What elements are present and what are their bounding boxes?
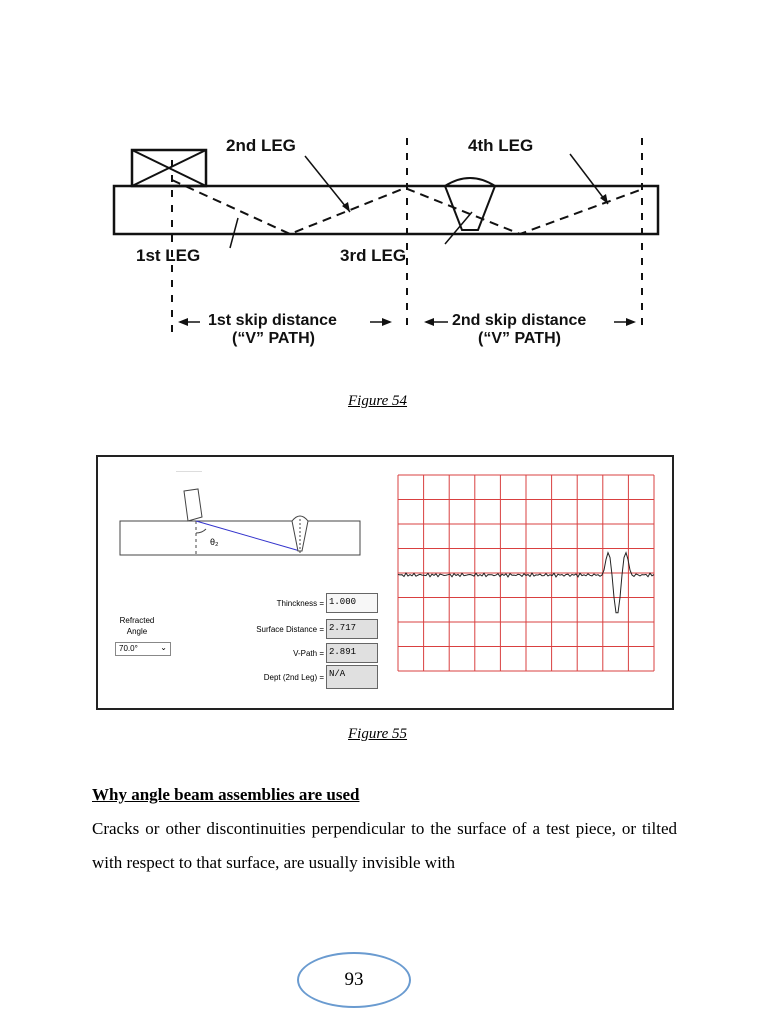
weld-icon	[292, 516, 308, 551]
figure-55-caption: Figure 55	[348, 726, 408, 742]
a-scan-display	[396, 473, 658, 673]
chevron-down-icon: ⌄	[160, 643, 167, 652]
label-skip-2: 2nd skip distance	[452, 312, 587, 329]
angle-beam-diagram	[116, 471, 386, 581]
surface-distance-field: 2.717	[326, 619, 378, 639]
v-path-field: 2.891	[326, 643, 378, 663]
refracted-angle-value: 70.0°	[119, 644, 138, 653]
refracted-angle-select[interactable]	[115, 642, 171, 656]
label-4th-leg: 4th LEG	[468, 136, 534, 155]
thickness-label: Thinckness =	[276, 599, 324, 608]
thickness-input[interactable]: 1.000	[326, 593, 378, 613]
label-skip-2-path: (“V” PATH)	[478, 330, 561, 347]
figure-54-caption: Figure 54	[348, 393, 408, 409]
probe-icon	[184, 489, 202, 521]
page-number-badge	[297, 952, 411, 1008]
transducer-icon	[132, 150, 206, 186]
section-paragraph: Cracks or other discontinuities perpendicular to the surface of a test piece, or tilted with respect to that surface, are usually invisible with	[92, 819, 677, 872]
label-skip-1: 1st skip distance	[208, 312, 337, 329]
page-number: 93	[344, 969, 364, 990]
label-1st-leg: 1st LEG	[136, 246, 201, 265]
figure-54	[100, 120, 670, 360]
surface-distance-label: Surface Distance =	[256, 625, 324, 634]
v-path-label: V-Path =	[293, 649, 324, 658]
depth-field: N/A	[326, 665, 378, 689]
theta-label: θ₂	[210, 537, 219, 547]
figure-55	[96, 455, 674, 710]
depth-label: Dept (2nd Leg) =	[263, 673, 324, 682]
section-heading: Why angle beam assemblies are used	[92, 785, 360, 804]
label-3rd-leg: 3rd LEG	[340, 246, 407, 265]
label-skip-1-path: (“V” PATH)	[232, 330, 315, 347]
label-2nd-leg: 2nd LEG	[226, 136, 296, 155]
refracted-angle-label: Refracted Angle	[119, 616, 155, 636]
test-plate	[114, 186, 658, 234]
